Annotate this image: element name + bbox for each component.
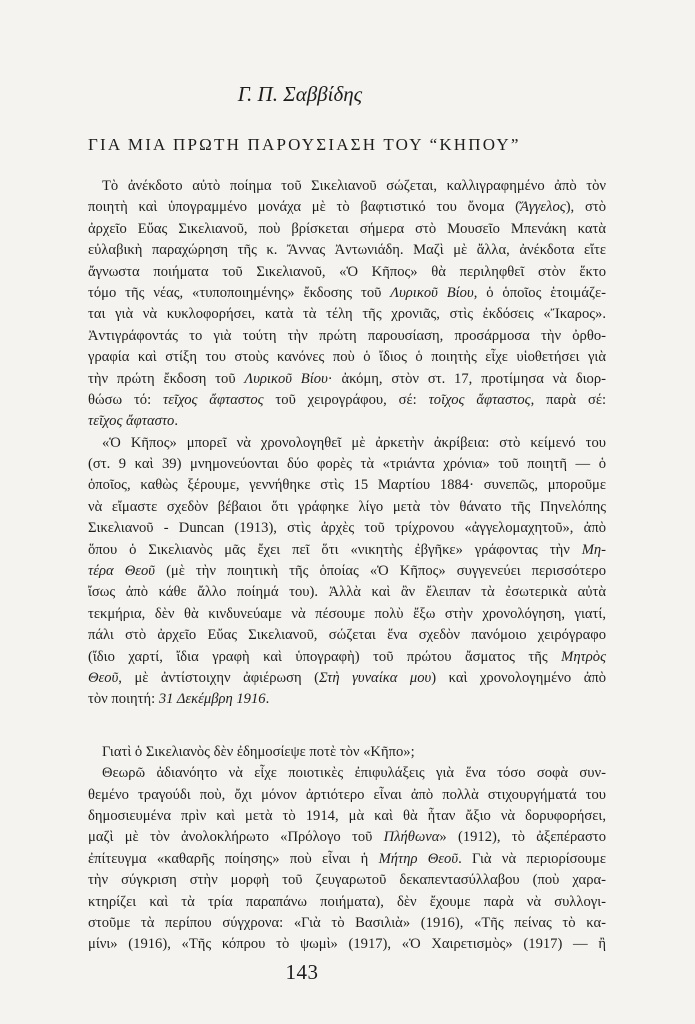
text-line (88, 283, 606, 304)
text-run: ποιητὴ καὶ ὑπογραμμένο μονάχα μὲ τὸ βαφτιστικό του ὄνομα ( (88, 199, 520, 216)
author-name: Γ. Π. Σαββίδης (237, 82, 363, 106)
text-run: , παρὰ σέ: (530, 391, 606, 408)
text-line (88, 433, 606, 454)
text-run: ὅπου ὁ Σικελιανὸς μᾶς ἔχει πεῖ ὅτι «νικητὴς ἐβγῆκε» γράφοντας τὴν (88, 541, 582, 558)
text-run: Τὸ ἀνέκδοτο αὐτὸ ποίημα τοῦ Σικελιανοῦ σώζεται, καλλιγραφημένο ἀπὸ τὸν (102, 178, 606, 194)
italic-text-run: Λυρικοῦ Βίου (244, 370, 328, 387)
text-run: εὐλαβικὴ παραχώρηση τῆς κ. Ἄννας Ἀντωνιάδη. Μαζὶ μὲ ἄλλα, ἀνέκδοτα εἴτε (88, 242, 606, 259)
paragraph (88, 763, 606, 956)
text-run: ), στὸ (565, 199, 607, 216)
italic-text-run: Μήτηρ Θεοῦ (378, 850, 459, 867)
text-line (88, 347, 606, 368)
text-line (88, 785, 606, 806)
text-run: ἄγνωστα ποιήματα τοῦ Σικελιανοῦ, «Ὁ Κῆπος» θὰ περιληφθεῖ στὸν ἕκτο (88, 263, 606, 280)
text-line (88, 604, 606, 625)
italic-text-run: Λυρικοῦ Βίου (390, 284, 474, 301)
text-line (88, 827, 606, 848)
text-run: θεμένο τραγούδι ποὺ, ὄχι μόνον ἀρτιότερο εἶναι ἀπὸ πολλὰ στιχουργήματά του (88, 786, 606, 803)
paragraph (88, 433, 606, 711)
italic-text-run: Στὴ γυναίκα μου (318, 669, 432, 686)
text-run: ὁποῖος, καθὼς ξέρουμε, γεννήθηκε στὶς 15 Μαρτίου 1884· συνεπῶς, μποροῦμε (88, 477, 606, 494)
text-run: Ἀντιγράφοντάς το γιὰ τούτη τὴν πρώτη παρουσίαση, προσάρμοσα τὴν ὀρθο- (88, 327, 606, 344)
italic-text-run: τέρα Θεοῦ (88, 563, 155, 580)
italic-text-run: Ἄγγελος (519, 199, 566, 216)
italic-text-run: 31 Δεκέμβρη 1916 (158, 691, 266, 708)
text-line (88, 582, 606, 603)
text-line (88, 647, 606, 668)
paragraph (88, 742, 606, 763)
text-run: τόμο τῆς νέας, «τυποποιημένης» ἔκδοσης τοῦ (88, 284, 391, 301)
text-run: Γιατὶ ὁ Σικελιανὸς δὲν ἐδημοσίεψε ποτὲ τὸν «Κῆπο»; (102, 743, 415, 760)
text-line (88, 668, 606, 689)
text-run: τοῦ χειρογράφου, σέ: (263, 391, 429, 408)
text-line (88, 176, 606, 197)
italic-text-run: Μη- (581, 541, 606, 558)
text-line (88, 689, 606, 710)
text-run: μαζὶ μὲ τὸν ἀνολοκλήρωτο «Πρόλογο τοῦ (88, 829, 384, 846)
text-run: νὰ εἴμαστε σχεδὸν βέβαιοι ὅτι γράφηκε λίγο μετὰ τὸν θάνατο τῆς Πηνελόπης (88, 498, 606, 515)
page-number: 143 (285, 960, 319, 984)
text-line (88, 411, 606, 432)
text-run: ἐπίτευγμα «καθαρῆς ποίησης» ποὺ εἶναι ἡ (88, 850, 379, 867)
text-line (88, 934, 606, 955)
text-line (88, 262, 606, 283)
text-line (88, 742, 606, 763)
text-run: ται γιὰ νὰ κυκλοφορήσει, κατὰ τὰ τέλη τῆς χρονιᾶς, στὶς ἐκδόσεις «Ἴκαρος». (88, 306, 606, 323)
text-line (88, 369, 606, 390)
text-line (88, 849, 606, 870)
paragraph (88, 176, 606, 433)
text-run: . Γιὰ νὰ περιορίσουμε (458, 850, 606, 867)
article-body (88, 176, 606, 956)
text-run: (μὲ τὴν ποιητικὴ τῆς ὁποίας «Ὁ Κῆπος» συγγενεύει περισσότερο (155, 563, 606, 580)
text-line (88, 240, 606, 261)
text-line (88, 561, 606, 582)
text-run: ἀρχεῖο Εὔας Σικελιανοῦ, ποὺ βρίσκεται σήμερα στὸ Μουσεῖο Μπενάκη κατὰ (88, 220, 606, 237)
text-line (88, 497, 606, 518)
text-run: πάλι στὸ ἀρχεῖο Εὔας Σικελιανοῦ, σώζεται ἕνα σχεδὸν πανόμοιο χειρόγραφο (88, 627, 606, 644)
text-line (88, 454, 606, 475)
text-line (88, 540, 606, 561)
italic-text-run: τεῖχος ἄφταστο (88, 413, 175, 430)
text-run: ) καὶ χρονολογημένο ἀπὸ (431, 669, 607, 686)
text-line (88, 892, 606, 913)
text-run: Θεωρῶ ἀδιανόητο νὰ εἶχε ποιοτικὲς ἐπιφυλάξεις γιὰ ἕνα τόσο σοφὰ συν- (102, 765, 606, 782)
text-run: , ὁ ὁποῖος ἑτοιμάζε- (473, 284, 606, 301)
text-run: κτηρίζει καὶ τὰ τρία παραπάνω ποιήματα), δὲν ἔχουμε παρὰ νὰ συλλογι- (88, 893, 606, 910)
text-run: · ἀκόμη, στὸν στ. 17, προτίμησα νὰ διορ- (327, 370, 606, 387)
text-run: γραφία καὶ στίξη του στοὺς κανόνες ποὺ ὁ ἴδιος ὁ ποιητὴς εἶχε υἱοθετήσει γιὰ (88, 349, 606, 366)
text-line (88, 390, 606, 411)
text-line (88, 913, 606, 934)
text-run: τὴν σύγκριση στὴν μορφὴ τοῦ ζευγαρωτοῦ δεκαπεντασύλλαβου (ποὺ χαρα- (88, 872, 606, 889)
text-line (88, 475, 606, 496)
article-title: ΓΙΑ ΜΙΑ ΠΡΩΤΗ ΠΑΡΟΥΣΙΑΣΗ ΤΟΥ “ΚΗΠΟΥ” (88, 135, 521, 154)
text-run: τεκμήρια, δὲν θὰ κινδυνεύαμε νὰ πέσουμε πολὺ ἔξω στὴν χρονολόγηση, γιατί, (88, 605, 606, 622)
text-run: » (1912), τὸ ἀξεπέραστο (439, 829, 606, 846)
text-line (88, 326, 606, 347)
text-run: . (174, 413, 179, 430)
text-run: Σικελιανοῦ - Duncan (1913), στὶς ἀρχὲς τοῦ τρίχρονου «ἀγγελομαχητοῦ», ἀπὸ (88, 520, 606, 537)
text-run: δημοσιευμένα πρὶν καὶ μετὰ τὸ 1914, μὰ καὶ θὰ ἦταν ἄξιο νὰ δορυφορήσει, (88, 807, 606, 824)
text-run: τὸν ποιητή: (88, 691, 159, 708)
text-run: , μὲ ἀντίστοιχην ἀφιέρωση ( (118, 669, 319, 686)
text-run: μίνι» (1916), «Τῆς κόπρου τὸ ψωμὶ» (1917), «Ὁ Χαιρετισμὸς» (1917) — ἢ (88, 936, 606, 953)
text-line (88, 219, 606, 240)
text-run: στοῦμε τὰ περίπου σύγχρονα: «Γιὰ τὸ Βασιλιὰ» (1916), «Τῆς πείνας τὸ κα- (88, 914, 606, 931)
text-run: (ἴδιο χαρτί, ἴδια γραφὴ καὶ ὑπογραφὴ) τοῦ πρώτου ἄσματος τῆς (88, 648, 562, 665)
text-run: «Ὁ Κῆπος» μπορεῖ νὰ χρονολογηθεῖ μὲ ἀρκετὴν ἀκρίβεια: στὸ κείμενό του (102, 434, 606, 451)
text-run: θώσω τό: (88, 391, 164, 408)
text-line (88, 806, 606, 827)
text-line (88, 625, 606, 646)
text-line (88, 518, 606, 539)
text-run: . (265, 691, 270, 708)
text-line (88, 870, 606, 891)
text-run: (στ. 9 καὶ 39) μνημονεύονται δύο φορὲς τὰ «τριάντα χρόνια» τοῦ ποιητῆ — ὁ (88, 456, 606, 473)
text-line (88, 304, 606, 325)
italic-text-run: Θεοῦ (88, 669, 119, 686)
italic-text-run: τοῖχος ἄφταστος (428, 391, 531, 408)
italic-text-run: τεῖχος ἄφταστος (163, 391, 264, 408)
italic-text-run: Πλήθωνα (383, 829, 440, 846)
italic-text-run: Μητρὸς (561, 648, 606, 665)
text-run: τὴν πρώτη ἔκδοση τοῦ (88, 370, 245, 387)
text-line (88, 763, 606, 784)
text-line (88, 197, 606, 218)
text-run: ἴσως ἀπὸ κάθε ἄλλο ποίημά του). Ἀλλὰ καὶ ἂν ἔλειπαν τὰ ἐσωτερικὰ αὐτὰ (88, 584, 606, 601)
